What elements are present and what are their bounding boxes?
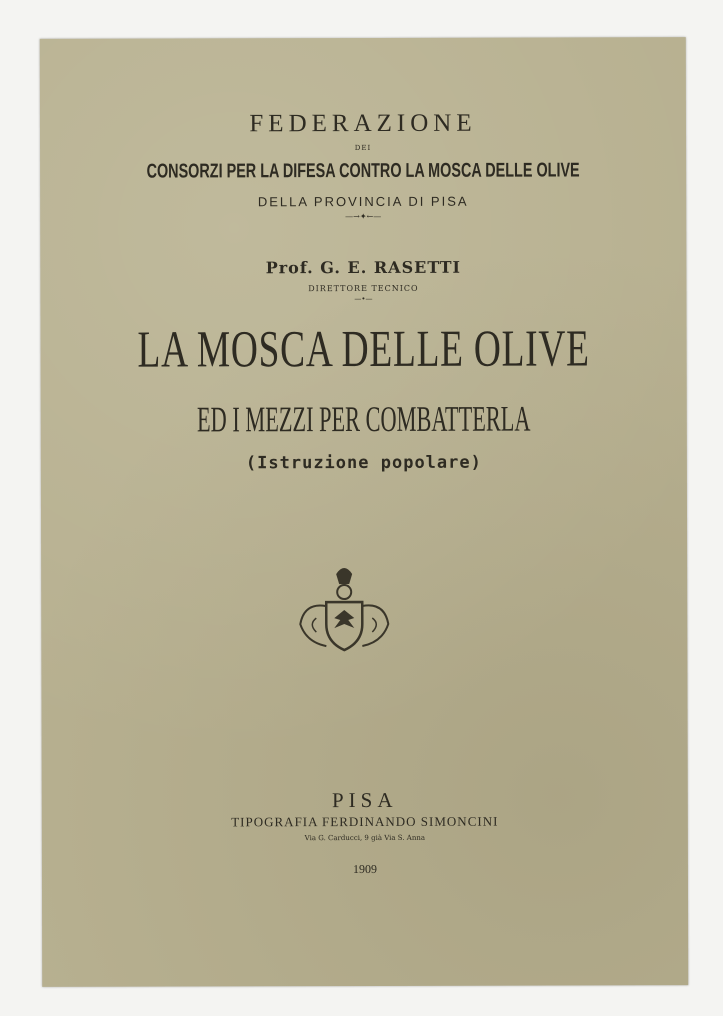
book-title: LA MOSCA DELLE OLIVE [137,320,590,379]
ornament-divider-2: —•— [354,294,373,304]
coat-of-arms-icon [296,560,392,660]
publication-year: 1909 [352,861,377,877]
ornament-divider: —→✦←— [345,211,382,222]
book-note: (Istruzione popolare) [245,452,482,474]
printer-address: Via G. Carducci, 9 già Via S. Anna [304,833,426,843]
consorzi-heading: CONSORZI PER LA DIFESA CONTRO LA MOSCA DELLE OLIVE [146,159,580,183]
book-subtitle: ED I MEZZI PER COMBATTERLA [196,398,531,440]
province-heading: DELLA PROVINCIA DI PISA [257,193,469,210]
dei-text: DEI [354,143,372,153]
printer: TIPOGRAFIA FERDINANDO SIMONCINI [231,813,499,830]
book-cover [40,37,688,987]
author-name: Prof. G. E. RASETTI [265,257,462,278]
federation-heading: FEDERAZIONE [249,109,477,138]
author-role: DIRETTORE TECNICO [308,283,419,294]
city: PISA [331,787,398,813]
